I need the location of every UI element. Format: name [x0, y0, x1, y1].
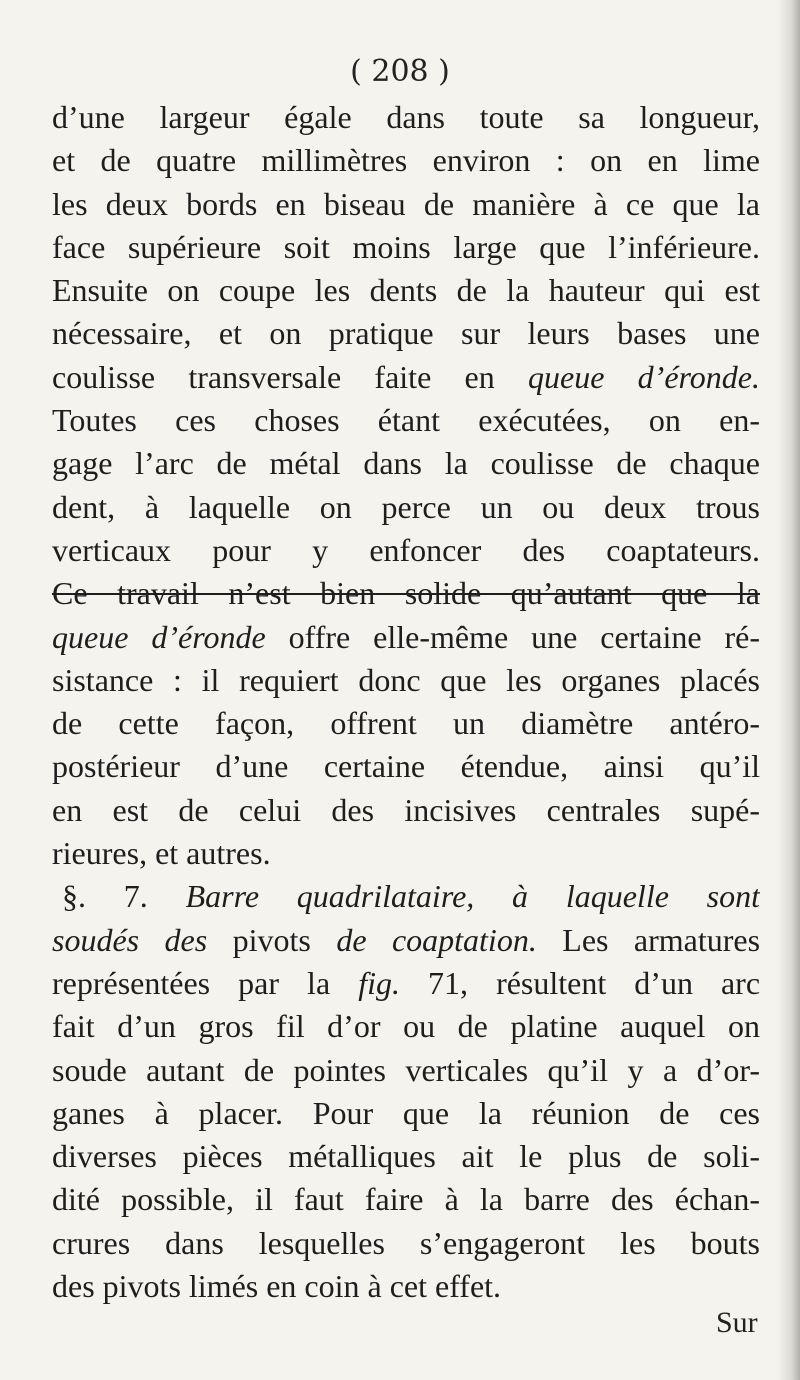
text-line: [52, 962, 760, 1005]
body-text: [52, 96, 760, 1308]
text-line: [52, 919, 760, 962]
text-line: nécessaire, et on pratique sur leurs bases une: [52, 315, 760, 352]
text-line: postérieur d’une certaine étendue, ainsi qu’il: [52, 748, 760, 785]
text-line: soude autant de pointes verticales qu’il y a d’or-: [52, 1051, 760, 1088]
section-title-end: de coaptation.: [336, 921, 537, 958]
section-title: Barre quadrilataire, à laquelle sont: [185, 878, 760, 915]
page-edge-shadow: [778, 0, 800, 1380]
text-segment: 71, résultent d’un arc: [428, 964, 760, 1001]
text-segment: Les armatures: [562, 921, 760, 958]
text-line: les deux bords en biseau de manière à ce que la: [52, 185, 760, 222]
italic-term: queue d’éronde.: [528, 358, 760, 395]
text-line: [52, 356, 760, 399]
text-segment: offre elle-même une certaine ré-: [288, 618, 760, 655]
text-line: crures dans lesquelles s’engageront les bouts: [52, 1224, 760, 1261]
text-line: en est de celui des incisives centrales supé-: [52, 791, 760, 828]
page-number: ( 208 ): [350, 54, 450, 89]
text-line: Toutes ces choses étant exécutées, on en-: [52, 402, 760, 439]
text-line: face supérieure soit moins large que l’inférieure.: [52, 228, 760, 265]
text-line: sistance : il requiert donc que les organes placés: [52, 661, 760, 698]
catchword: Sur: [716, 1306, 758, 1339]
text-line: rieures, et autres.: [52, 835, 271, 872]
section-mark: §. 7.: [62, 878, 148, 915]
section-heading-line: [52, 875, 760, 918]
text-line: de cette façon, offrent un diamètre antéro-: [52, 705, 760, 742]
text-line: d’une largeur égale dans toute sa longueur,: [52, 99, 760, 135]
text-line: et de quatre millimètres environ : on en lime: [52, 142, 760, 179]
figure-reference: fig.: [358, 964, 400, 1001]
text-line: verticaux pour y enfoncer des coaptateurs.: [52, 531, 760, 568]
text-line: fait d’un gros fil d’or ou de platine auquel on: [52, 1008, 760, 1045]
text-line: [52, 616, 760, 659]
text-line: Ensuite on coupe les dents de la hauteur qui est: [52, 272, 760, 309]
text-segment: coulisse transversale faite en: [52, 358, 495, 395]
text-line: ganes à placer. Pour que la réunion de ces: [52, 1094, 760, 1131]
section-title-cont: soudés des: [52, 921, 208, 958]
section-title-roman: pivots: [232, 921, 311, 958]
text-line: dité possible, il faut faire à la barre des échan-: [52, 1181, 760, 1218]
text-line: gage l’arc de métal dans la coulisse de chaque: [52, 445, 760, 482]
text-line: des pivots limés en coin à cet effet.: [52, 1268, 502, 1305]
text-line: dent, à laquelle on perce un ou deux trous: [52, 488, 760, 525]
text-segment: représentées par la: [52, 964, 331, 1001]
text-line-struck: Ce travail n’est bien solide qu’autant que la: [52, 575, 760, 612]
italic-term: queue d’éronde: [52, 618, 266, 655]
text-line: diverses pièces métalliques ait le plus de soli-: [52, 1138, 760, 1175]
